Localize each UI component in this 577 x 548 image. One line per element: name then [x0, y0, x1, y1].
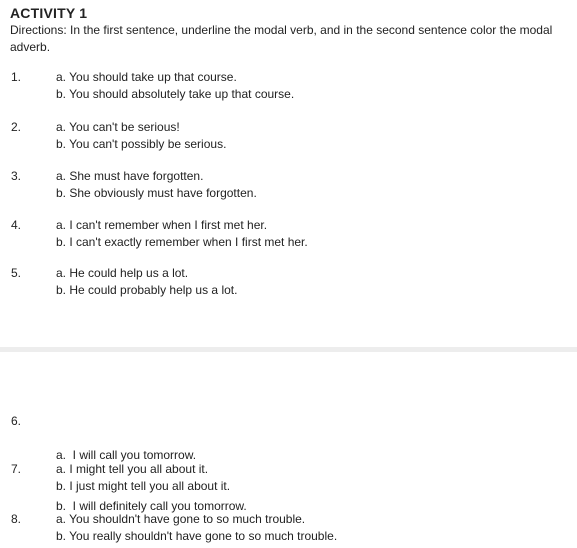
directions-text: Directions: In the first sentence, underline the modal verb, and in the second sentence color the modal adverb.	[10, 23, 553, 54]
item-number: 8.	[11, 512, 22, 526]
sentence-b: b. You should absolutely take up that course.	[56, 87, 295, 101]
sentence-b: b. She obviously must have forgotten.	[56, 186, 257, 200]
sentence-a: a. She must have forgotten.	[56, 169, 204, 183]
item-number: 5.	[11, 266, 22, 280]
sentence-a: a. I can't remember when I first met her.	[56, 218, 268, 232]
section-divider	[0, 347, 577, 352]
sentence-b: b. I will definitely call you tomorrow.	[56, 499, 247, 513]
sentence-a: a. He could help us a lot.	[56, 266, 189, 280]
sentence-b: b. He could probably help us a lot.	[56, 283, 238, 297]
sentence-a: a. I might tell you all about it.	[56, 462, 209, 476]
sentence-b: b. I can't exactly remember when I first met her.	[56, 235, 308, 249]
item-number: 7.	[11, 462, 22, 476]
item-number: 6.	[11, 414, 22, 428]
item-number: 1.	[11, 70, 22, 84]
sentence-b: b. You can't possibly be serious.	[56, 137, 227, 151]
sentence-a: a. I will call you tomorrow.	[56, 448, 197, 462]
activity-title: ACTIVITY 1	[10, 5, 88, 21]
sentence-b: b. I just might tell you all about it.	[56, 479, 231, 493]
sentence-a: a. You can't be serious!	[56, 120, 180, 134]
sentence-b: b. You really shouldn't have gone to so much trouble.	[56, 529, 338, 543]
item-number: 2.	[11, 120, 22, 134]
item-number: 3.	[11, 169, 22, 183]
item-number: 4.	[11, 218, 22, 232]
sentence-a: a. You shouldn't have gone to so much trouble.	[56, 512, 306, 526]
sentence-a: a. You should take up that course.	[56, 70, 237, 84]
